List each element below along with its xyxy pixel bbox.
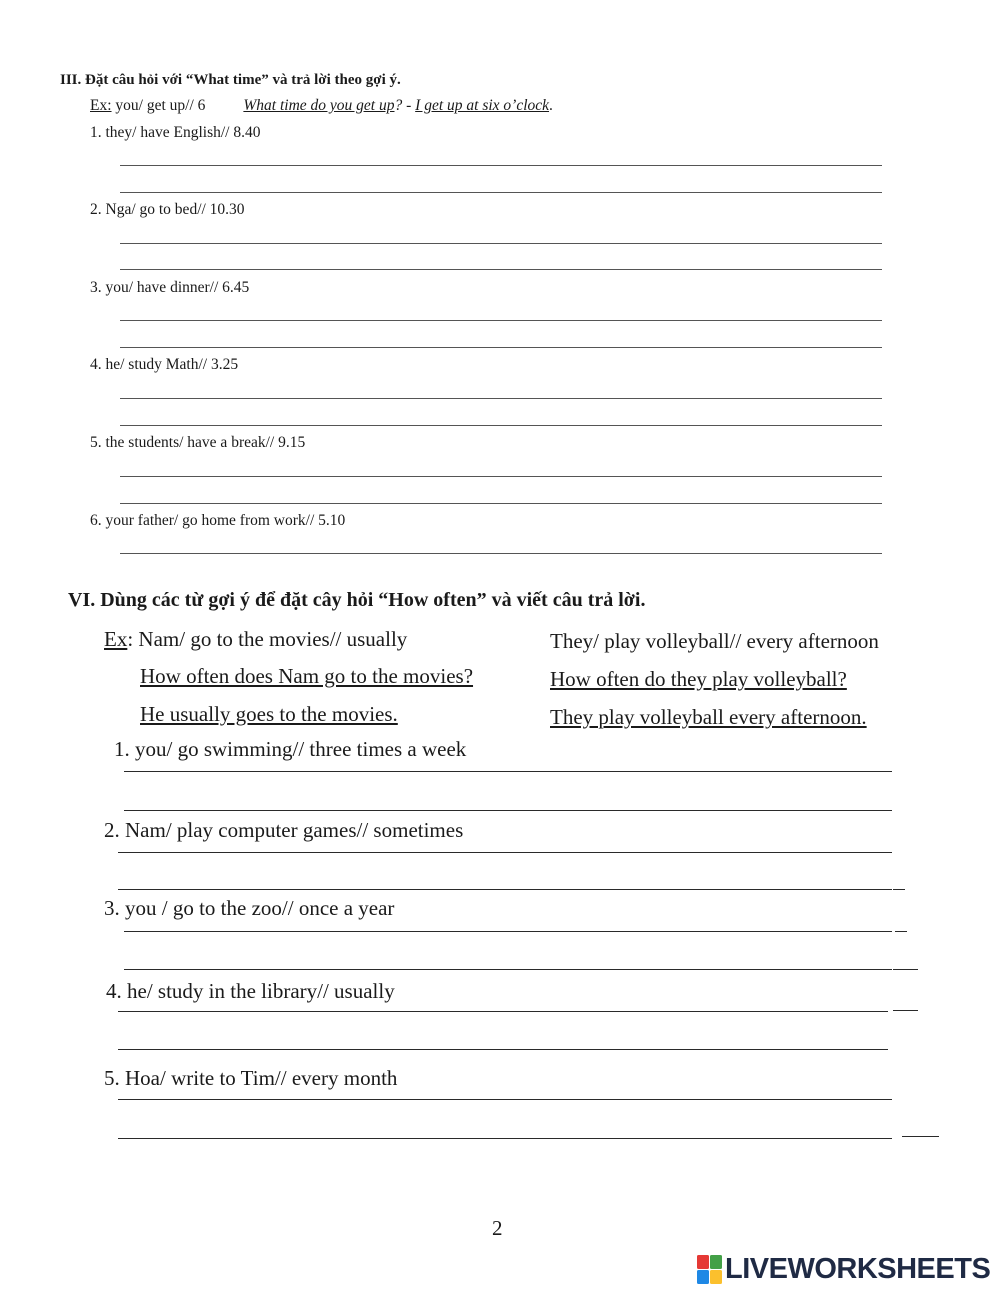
- section3-item-2: 2. Nga/ go to bed// 10.30: [90, 201, 245, 218]
- answer-line-stub: [893, 1010, 918, 1011]
- answer-line[interactable]: [120, 269, 882, 270]
- answer-line[interactable]: [120, 503, 882, 504]
- section6-item-3: 3. you / go to the zoo// once a year: [104, 896, 395, 920]
- section6-item-2: 2. Nam/ play computer games// sometimes: [104, 818, 464, 842]
- answer-line[interactable]: [118, 1049, 888, 1050]
- answer-line-stub: [893, 969, 918, 970]
- section6-item-4: 4. he/ study in the library// usually: [106, 979, 395, 1003]
- answer-line[interactable]: [120, 243, 882, 244]
- answer-line[interactable]: [120, 476, 882, 477]
- section3-example: [90, 97, 553, 115]
- section3-item-6: 6. your father/ go home from work// 5.10: [90, 512, 346, 529]
- section3-item-5: 5. the students/ have a break// 9.15: [90, 434, 306, 451]
- example-label: Ex: [104, 627, 128, 651]
- answer-line-stub: [893, 889, 905, 890]
- liveworksheets-logo: [697, 1253, 990, 1286]
- section6-title: VI. Dùng các từ gợi ý để đặt cây hỏi “How often” và viết câu trả lời.: [68, 589, 646, 611]
- answer-line[interactable]: [118, 1099, 892, 1100]
- answer-line[interactable]: [120, 553, 882, 554]
- section6-example-right-question: How often do they play volleyball?: [550, 667, 847, 691]
- section3-item-3: 3. you/ have dinner// 6.45: [90, 279, 250, 296]
- example-question-mark: ? -: [394, 97, 416, 114]
- answer-line[interactable]: [120, 320, 882, 321]
- section6-example-right-prompt: They/ play volleyball// every afternoon: [550, 629, 879, 653]
- answer-line[interactable]: [120, 165, 882, 166]
- section6-item-1: 1. you/ go swimming// three times a week: [114, 737, 467, 761]
- section6-item-5: 5. Hoa/ write to Tim// every month: [104, 1066, 398, 1090]
- answer-line-stub: [902, 1136, 939, 1137]
- liveworksheets-logo-icon: [697, 1255, 722, 1284]
- example-prompt: you/ get up// 6: [111, 97, 206, 114]
- section6-example-left-answer: He usually goes to the movies.: [140, 702, 398, 726]
- example-answer: I get up at six o’clock: [415, 97, 550, 114]
- answer-line[interactable]: [120, 398, 882, 399]
- section3-item-1: 1. they/ have English// 8.40: [90, 124, 261, 141]
- section6-example-left-question: How often does Nam go to the movies?: [140, 664, 474, 688]
- answer-line[interactable]: [124, 810, 892, 811]
- answer-line[interactable]: [118, 889, 892, 890]
- answer-line[interactable]: [118, 852, 892, 853]
- section3-item-4: 4. he/ study Math// 3.25: [90, 356, 239, 373]
- example-end: .: [549, 97, 553, 114]
- answer-line[interactable]: [120, 347, 882, 348]
- answer-line[interactable]: [120, 425, 882, 426]
- answer-line[interactable]: [124, 771, 892, 772]
- example-question: What time do you get up: [243, 97, 395, 114]
- section3-title: III. Đặt câu hỏi với “What time” và trả lời theo gợi ý.: [60, 72, 401, 88]
- liveworksheets-brand: LIVEWORKSHEETS: [725, 1253, 991, 1285]
- answer-line-stub: [895, 931, 907, 932]
- answer-line[interactable]: [120, 192, 882, 193]
- page-number: 2: [492, 1216, 503, 1240]
- answer-line[interactable]: [118, 1011, 888, 1012]
- answer-line[interactable]: [118, 1138, 892, 1139]
- answer-line[interactable]: [124, 931, 892, 932]
- section6-example-left-prompt: [104, 627, 407, 652]
- example-label: Ex:: [90, 97, 112, 114]
- answer-line[interactable]: [124, 969, 892, 970]
- example-prompt: : Nam/ go to the movies// usually: [127, 627, 408, 651]
- section6-example-right-answer: They play volleyball every afternoon.: [550, 705, 867, 729]
